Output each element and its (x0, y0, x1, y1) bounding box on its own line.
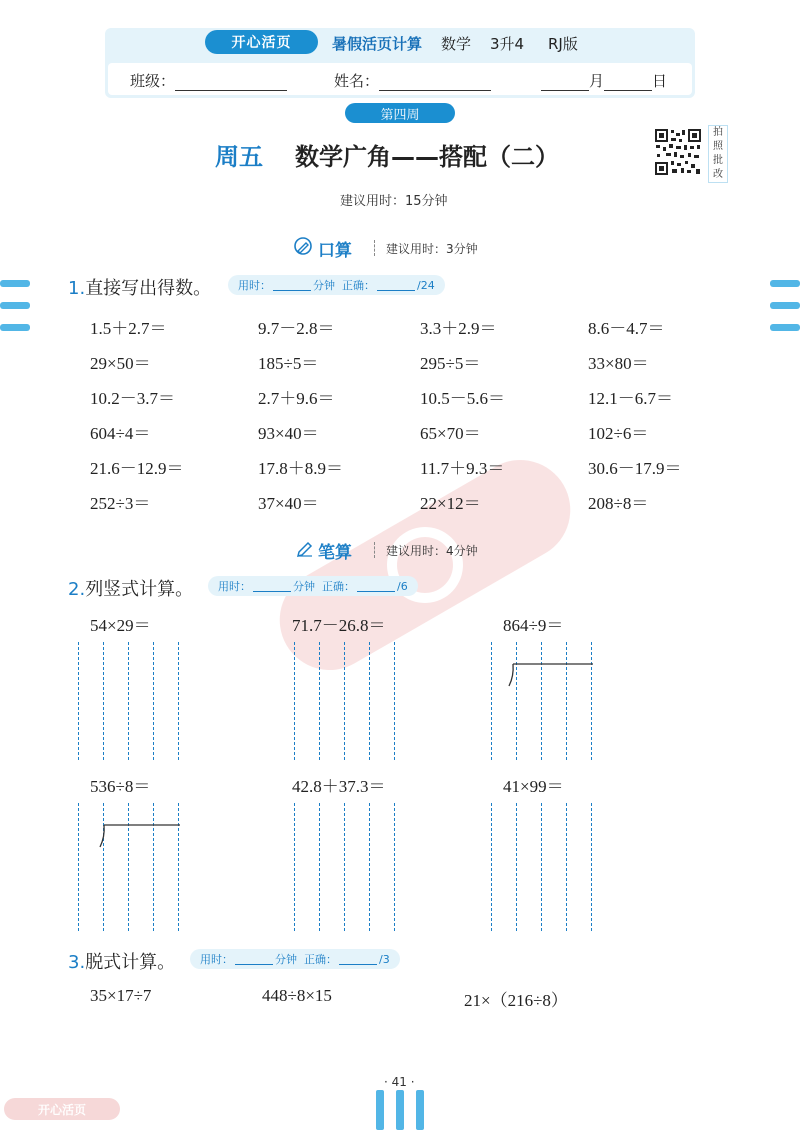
work-column-line (294, 642, 295, 760)
header-subtitle: 暑假活页计算 (332, 35, 423, 53)
q1-problem[interactable]: 29×50＝ (90, 354, 151, 373)
header-edition: RJ版 (548, 35, 578, 53)
work-column-line (491, 803, 492, 931)
work-column-line (344, 642, 345, 760)
name-blank[interactable] (379, 74, 491, 91)
bottom-bar (396, 1090, 404, 1130)
section-separator (374, 542, 376, 558)
q2-number: 2. (68, 579, 86, 600)
work-column-line (541, 642, 542, 760)
q1-score-pill (228, 275, 445, 295)
q1-problem[interactable]: 37×40＝ (258, 494, 319, 513)
correct-total: /24 (417, 278, 435, 292)
work-column-line (78, 803, 79, 931)
work-column-line (319, 642, 320, 760)
time-blank[interactable] (253, 581, 291, 592)
q3-problem[interactable]: 35×17÷7 (90, 986, 152, 1005)
q1-problem[interactable]: 17.8＋8.9＝ (258, 459, 343, 478)
q3-score-pill (190, 949, 400, 969)
correct-total: /3 (379, 952, 390, 966)
class-field (130, 70, 287, 91)
correct-label: 正确： (304, 953, 337, 966)
q1-problem[interactable]: 2.7＋9.6＝ (258, 389, 335, 408)
q1-problem[interactable]: 295÷5＝ (420, 354, 481, 373)
q1-problem[interactable]: 10.5－5.6＝ (420, 389, 505, 408)
day-label: 日 (652, 72, 668, 90)
q1-number: 1. (68, 278, 86, 299)
q1-problem[interactable]: 604÷4＝ (90, 424, 151, 443)
q1-problem[interactable]: 9.7－2.8＝ (258, 319, 335, 338)
q1-title (68, 274, 211, 300)
correct-blank[interactable] (339, 954, 377, 965)
pencil-icon (296, 540, 314, 558)
name-field (334, 70, 491, 91)
right-side-bar (770, 302, 800, 309)
work-column-line (394, 642, 395, 760)
q1-problem[interactable]: 93×40＝ (258, 424, 319, 443)
section-written-time: 建议用时：4分钟 (386, 544, 478, 558)
correct-total: /6 (397, 579, 408, 593)
student-info-row (108, 63, 692, 95)
work-column-line (591, 803, 592, 931)
q1-problem[interactable]: 252÷3＝ (90, 494, 151, 513)
correct-blank[interactable] (377, 280, 415, 291)
work-column-line (103, 642, 104, 760)
q3-number: 3. (68, 952, 86, 973)
q1-problem[interactable]: 8.6－4.7＝ (588, 319, 665, 338)
right-side-bar (770, 324, 800, 331)
q2-problem[interactable]: 71.7－26.8＝ (292, 616, 386, 635)
corner-logo: 开心活页 (4, 1098, 120, 1120)
week-badge: 第四周 (345, 103, 455, 123)
total-suggested-time: 建议用时：15分钟 (340, 194, 448, 209)
page-number: · 41 · (384, 1075, 415, 1089)
time-unit: 分钟 (293, 580, 315, 593)
q1-problem[interactable]: 30.6－17.9＝ (588, 459, 682, 478)
time-unit: 分钟 (313, 279, 335, 292)
left-side-bar (0, 302, 30, 309)
month-label: 月 (589, 72, 605, 90)
month-blank[interactable] (541, 74, 589, 91)
correct-label: 正确： (342, 279, 375, 292)
date-field (541, 70, 667, 91)
q1-problem[interactable]: 1.5＋2.7＝ (90, 319, 167, 338)
q2-problem[interactable]: 42.8＋37.3＝ (292, 777, 386, 796)
work-column-line (369, 642, 370, 760)
work-column-line (319, 803, 320, 931)
section-separator (374, 240, 376, 256)
time-blank[interactable] (235, 954, 273, 965)
q3-text: 脱式计算。 (85, 952, 176, 973)
correct-label: 正确： (322, 580, 355, 593)
qr-caption: 拍照批改 (708, 125, 728, 183)
q1-problem[interactable]: 3.3＋2.9＝ (420, 319, 497, 338)
q3-problem[interactable]: 448÷8×15 (262, 986, 332, 1005)
q3-title (68, 948, 175, 974)
work-column-line (566, 803, 567, 931)
qr-code-icon[interactable] (654, 128, 702, 176)
work-column-line (516, 803, 517, 931)
section-oral-time: 建议用时：3分钟 (386, 242, 478, 256)
time-label: 用时： (200, 953, 233, 966)
brand-logo: 开心活页 (205, 30, 318, 54)
q1-problem[interactable]: 10.2－3.7＝ (90, 389, 175, 408)
day-blank[interactable] (604, 74, 652, 91)
header-subject: 数学 (441, 35, 472, 53)
work-column-line (78, 642, 79, 760)
q2-problem[interactable]: 864÷9＝ (503, 616, 564, 635)
work-column-line (294, 803, 295, 931)
work-column-line (566, 642, 567, 760)
q1-text: 直接写出得数。 (85, 278, 212, 299)
left-side-bar (0, 324, 30, 331)
lesson-title: 数学广角——搭配（二） (295, 143, 559, 171)
q1-problem[interactable]: 65×70＝ (420, 424, 481, 443)
lesson-day: 周五 (215, 143, 263, 171)
time-unit: 分钟 (275, 953, 297, 966)
class-blank[interactable] (175, 74, 287, 91)
work-column-line (591, 642, 592, 760)
time-blank[interactable] (273, 280, 311, 291)
work-column-line (369, 803, 370, 931)
q2-problem[interactable]: 54×29＝ (90, 616, 151, 635)
division-bracket-icon (505, 662, 595, 688)
q1-problem[interactable]: 22×12＝ (420, 494, 481, 513)
work-column-line (344, 803, 345, 931)
work-column-line (491, 642, 492, 760)
left-side-bar (0, 280, 30, 287)
class-label: 班级： (130, 72, 176, 90)
q1-problem[interactable]: 21.6－12.9＝ (90, 459, 184, 478)
section-oral-title: 口算 (318, 241, 352, 261)
name-label: 姓名： (334, 72, 380, 90)
correct-blank[interactable] (357, 581, 395, 592)
work-column-line (128, 642, 129, 760)
work-column-line (541, 803, 542, 931)
q1-problem[interactable]: 208÷8＝ (588, 494, 649, 513)
q3-problem[interactable]: 21×（216÷8） (464, 991, 568, 1010)
pencil-circle-icon (293, 236, 313, 256)
time-label: 用时： (238, 279, 271, 292)
bottom-bar (416, 1090, 424, 1130)
header-grade: 3升4 (490, 35, 525, 53)
q2-text: 列竖式计算。 (85, 579, 194, 600)
time-label: 用时： (218, 580, 251, 593)
work-column-line (153, 642, 154, 760)
work-column-line (516, 642, 517, 760)
bottom-bar (376, 1090, 384, 1130)
q2-problem[interactable]: 41×99＝ (503, 777, 564, 796)
section-written-title: 笔算 (318, 543, 352, 563)
q2-problem[interactable]: 536÷8＝ (90, 777, 151, 796)
q1-problem[interactable]: 185÷5＝ (258, 354, 319, 373)
division-bracket-icon (96, 823, 182, 849)
right-side-bar (770, 280, 800, 287)
work-column-line (394, 803, 395, 931)
q1-problem[interactable]: 102÷6＝ (588, 424, 649, 443)
work-column-line (178, 642, 179, 760)
q1-problem[interactable]: 33×80＝ (588, 354, 649, 373)
q1-problem[interactable]: 12.1－6.7＝ (588, 389, 673, 408)
q1-problem[interactable]: 11.7＋9.3＝ (420, 459, 505, 478)
q2-score-pill (208, 576, 418, 596)
q2-title (68, 575, 193, 601)
